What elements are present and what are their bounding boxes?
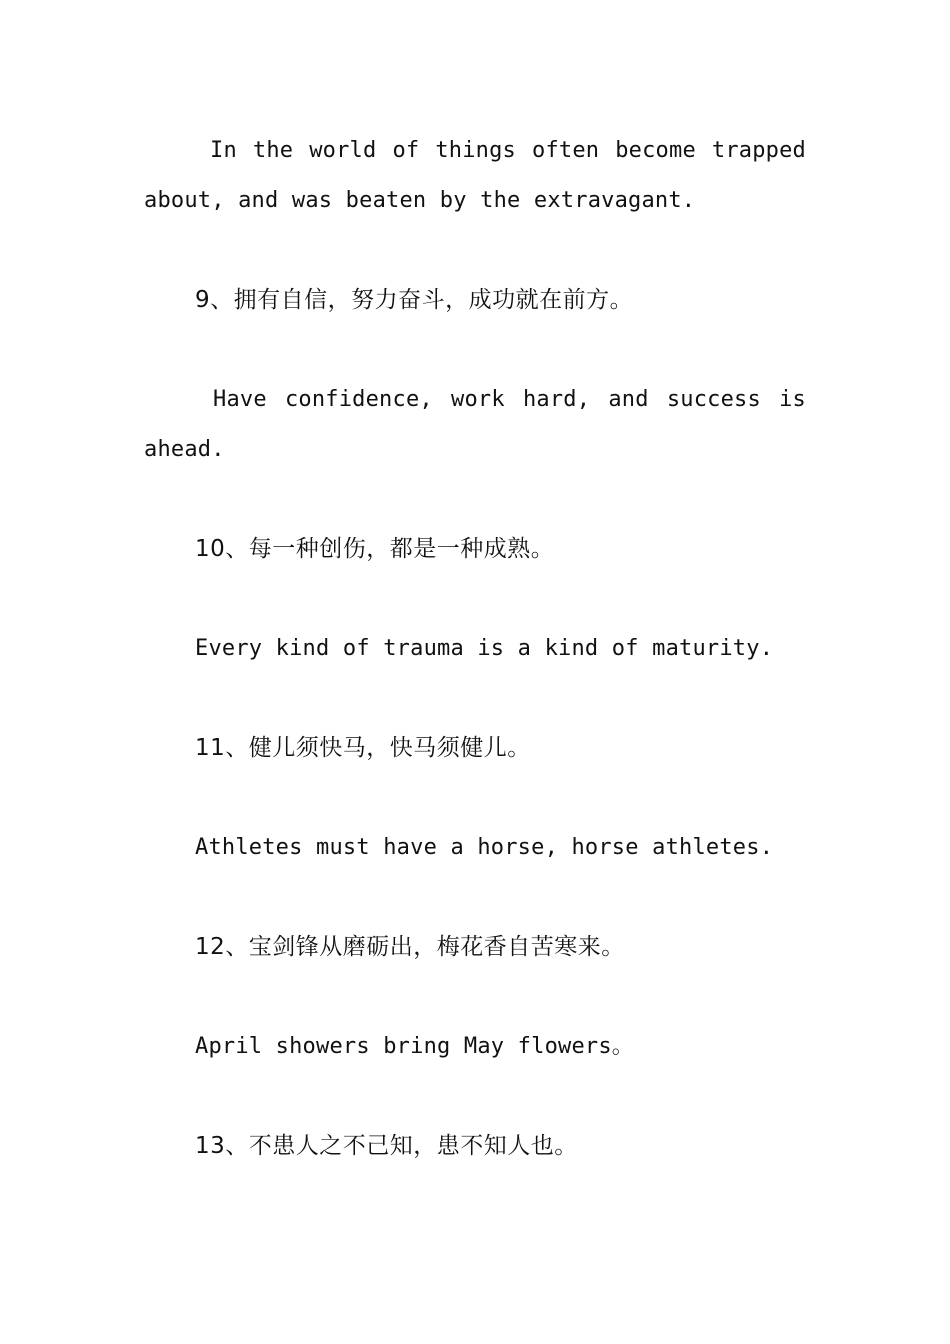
chinese-quote: 9、拥有自信，努力奋斗，成功就在前方。	[195, 287, 634, 313]
english-line: In the world of things often become trapped	[210, 138, 806, 163]
chinese-quote: 12、宝剑锋从磨砺出，梅花香自苦寒来。	[195, 934, 625, 960]
english-line: Every kind of trauma is a kind of maturity.	[195, 636, 774, 661]
chinese-quote: 13、不患人之不己知，患不知人也。	[195, 1133, 578, 1159]
chinese-quote: 11、健儿须快马，快马须健儿。	[195, 735, 531, 761]
english-line: ahead.	[144, 437, 225, 462]
english-line: April showers bring May flowers。	[195, 1034, 634, 1059]
english-line: Have confidence, work hard, and success is	[213, 387, 806, 412]
english-line: Athletes must have a horse, horse athletes.	[195, 835, 774, 860]
english-line: about, and was beaten by the extravagant.	[144, 188, 696, 213]
chinese-quote: 10、每一种创伤，都是一种成熟。	[195, 536, 555, 562]
